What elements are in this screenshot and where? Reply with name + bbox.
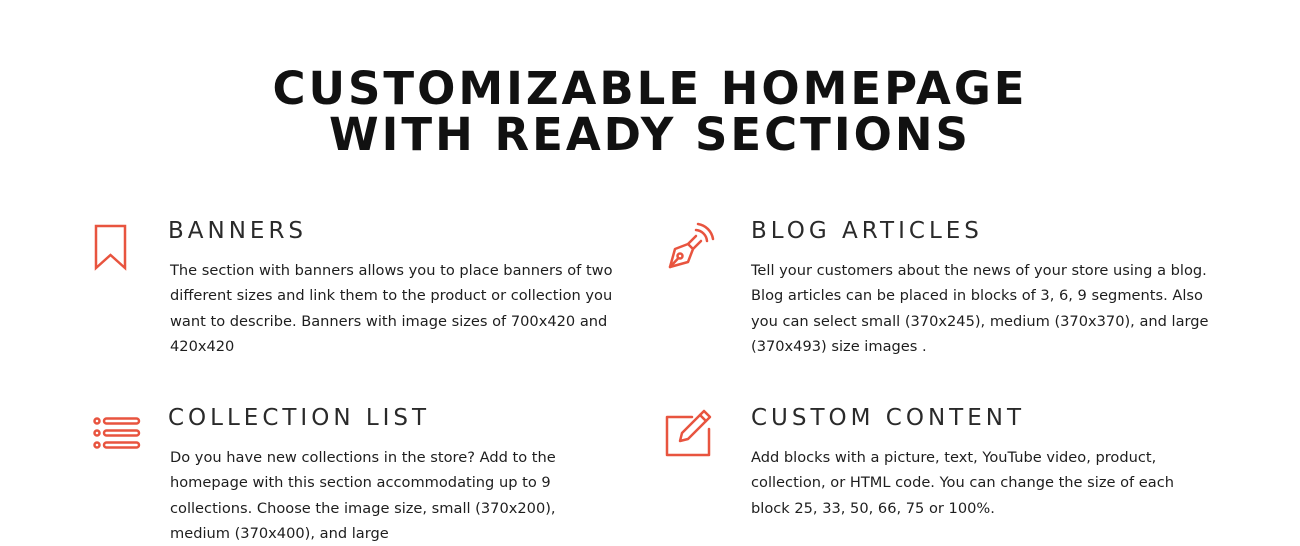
pen-nib-icon bbox=[666, 221, 716, 271]
feature-title-custom-content: CUSTOM CONTENT bbox=[751, 405, 1026, 431]
feature-description-banners: The section with banners allows you to place banners of two different sizes and link them to the product or collection you want to describe. Banners with image sizes of 700x420 and 420x420 bbox=[170, 262, 613, 355]
feature-title-banners: BANNERS bbox=[168, 218, 308, 244]
feature-description-blog-articles: Tell your customers about the news of your store using a blog. Blog articles can be placed in blocks of 3, 6, 9 segments. Also you can select small (370x245), medium (370x370), and large (370x493) size images . bbox=[751, 262, 1209, 355]
page-title bbox=[0, 62, 1300, 161]
feature-description-collection-list: Do you have new collections in the store? Add to the homepage with this section accommodating up to 9 collections. Choose the image size, small (370x200), medium (370x400), and large bbox=[170, 449, 556, 542]
bookmark-icon bbox=[94, 224, 127, 271]
feature-title-blog-articles: BLOG ARTICLES bbox=[751, 218, 983, 244]
edit-icon bbox=[664, 409, 712, 457]
feature-description-custom-content: Add blocks with a picture, text, YouTube video, product, collection, or HTML code. You can change the size of each block 25, 33, 50, 66, 75 or 100%. bbox=[751, 449, 1175, 517]
page-title-line-2: WITH READY SECTIONS bbox=[329, 108, 971, 161]
list-icon bbox=[93, 417, 141, 451]
feature-title-collection-list: COLLECTION LIST bbox=[168, 405, 431, 431]
page-title-line-1: CUSTOMIZABLE HOMEPAGE bbox=[272, 62, 1028, 115]
